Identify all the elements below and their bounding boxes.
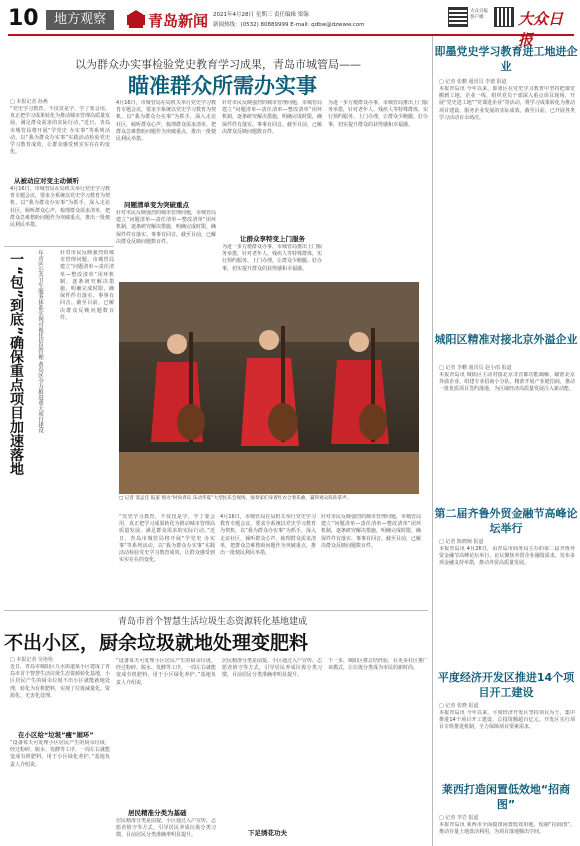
right-headline-3: 第二届齐鲁外贸金融节高峰论坛举行: [434, 507, 578, 535]
right-text-2: 本报青岛讯 城阳区主动对接北京非首都功能疏解，瞄准北京外溢企业，组建专业招商小分队，精准开展产业链招商，推动一批优质项目签约落地，为区域经济高质量发展注入新动能。: [439, 372, 575, 393]
right-text-4: 本报青岛讯 今年以来，平度经济开发区坚持项目为王，集中推进14个项目开工建设，总投资额超百亿元。开发区实行项目专班推进机制，全力保障项目要素需求。: [439, 710, 575, 731]
vertical-headline: 一“包”到底”确保重点项目加速落地: [8, 252, 24, 476]
lead-column-3: 针对市民反映强烈的城市管理问题，市城管局建立“问题清单—责任清单—整改清单”闭环机制，逐条研究解决措施，明确完成时限，确保件件有落实、事事有回音。截至目前，已解决群众反映问题数百件。: [222, 100, 322, 135]
divider: [4, 246, 114, 247]
date-line: 2021年4月28日 星期三 责任编辑 梁翰: [213, 12, 309, 18]
lead-column-1: “党史学习教育，不仅仅是学，学了要会用，真正把学习成果转化为推动城市管理高质量发展、满足群众需求的实际行动。”近日，青岛市城管局将开展“学党史 办实事”等系列活动，以“我为群众办实事”实践活动检验党史学习教育成效，让群众感受到实实在在的变化。: [10, 106, 110, 156]
right-headline-5: 莱西打造闲置低效地“招商图”: [441, 783, 571, 811]
lead-column-2: 4月16日，市城管局在局机关举行党史学习教育专题会议，要求全系统以党史学习教育为契机，以“我为群众办实事”为抓手，深入走访社区，倾听群众心声，梳理群众需求清单，把群众急难愁盼问题作为突破重点，推出一批便民利民举措。: [116, 100, 216, 143]
bottom-column-1b: “设备每天可处理小区居民产生的厨余垃圾，经过粉碎、脱水、发酵等工序，一周左右就能变成有机肥料，用于小区绿化养护。”基地负责人介绍说。: [10, 740, 110, 768]
right-byline-5: □ 记者 李岩 报道: [439, 815, 479, 821]
bottom-byline: □ 本报记者 吴艳艳: [10, 657, 53, 663]
page-header: [8, 4, 574, 49]
lower-column-1: “党史学习教育，不仅仅是学，学了要会用，真正把学习成果转化为推动城市管理高质量发展、满足群众需求的实际行动。”近日，青岛市城管局将开展“学党史 办实事”等系列活动，以“我为群众办实事”实践活动检验党史学习教育成效，让群众感受到实实在在的变化。: [119, 514, 215, 564]
right-byline-2: □ 记者 李鹏 通讯员 赵小雨 报道: [439, 365, 512, 371]
hotline: 新闻热线：(0532) 80889999 E-mail: qdbw@dzwww.com: [213, 22, 365, 28]
right-headline-1: 即墨党史学习教育进工地进企业: [434, 45, 578, 73]
bottom-column-1: 近日，青岛市城阳区九水街道某小区建成了青岛市首个智慧生活垃圾生态资源转化基地，小区居民产生的厨余垃圾不出小区就能就地处理，转化为有机肥料，实现了垃圾减量化、资源化、无害化处理。: [10, 664, 110, 699]
right-text-3: 本报青岛讯 4月26日，由青岛市商务局主办的第二届齐鲁外贸金融节高峰论坛举行，论坛聚焦外贸企业融资需求，发布多项金融支持举措，推动外贸高质量发展。: [439, 546, 575, 567]
lead-byline: □ 本报记者 孙燕: [10, 99, 48, 105]
brand-logo: 大众日报: [518, 10, 564, 49]
qr-label: 大众日报客户端: [470, 9, 488, 20]
right-text-5: 本报青岛讯 莱西市全面摸排闲置低效用地，绘制“招商图”，推动存量土地盘活利用，为项目落地腾出空间。: [439, 822, 575, 836]
right-text-1: 本报青岛讯 今年以来，即墨区在党史学习教育中坚持把课堂搬到工地、企业一线，组织党员干部深入重点项目现场，开展“党史进工地”“党课进企业”等活动，将学习成果转化为推动项目建设、服务企业发展的实际成效。截至目前，已开展各类学习活动百余场次。: [439, 86, 575, 121]
section-label: 地方观察: [46, 10, 114, 30]
bottom-column-2b: 居民精准分类是前提。小区通过入户宣传、志愿者值守等方式，引导居民养成垃圾分类习惯，目前居民分类准确率明显提升。: [116, 818, 216, 839]
paper-section-title: 青岛新闻: [148, 12, 209, 30]
lead-column-2b: 针对市民反映强烈的城市管理问题，市城管局建立“问题清单—责任清单—整改清单”闭环机制，逐条研究解决措施，明确完成时限，确保件件有落实、事事有回音。截至目前，已解决群众反映问题数百件。: [116, 210, 216, 245]
bottom-subhead-1: 在小区给“垃圾”瘦”闹环”: [18, 731, 94, 739]
qr-code-icon: [448, 7, 468, 27]
right-byline-3: □ 记者 陈晓婉 报道: [439, 539, 484, 545]
lead-subhead-3: 让群众享特变上门服务: [240, 235, 305, 243]
lower-column-2: 4月16日，市城管局在局机关举行党史学习教育专题会议，要求全系统以党史学习教育为契机，以“我为群众办实事”为抓手，深入走访社区，倾听群众心声，梳理群众需求清单，把群众急难愁盼问题作为突破重点，推出一批便民利民举措。: [220, 514, 316, 557]
page-number: 10: [8, 6, 39, 31]
qr-code-icon: [494, 7, 514, 27]
right-column: [432, 36, 578, 846]
bottom-subhead-3: 下足绣花功夫: [248, 829, 287, 837]
lead-column-1b: 4月16日，市城管局在局机关举行党史学习教育专题会议，要求全系统以党史学习教育为契机，以“我为群众办实事”为抓手，深入走访社区，倾听群众心声，梳理群众需求清单，把群众急难愁盼问题作为突破重点，推出一批便民利民举措。: [10, 186, 110, 229]
bottom-column-4: 下一步，城阳区将总结经验，在更多社区推广该模式，让垃圾分类成为市民的新时尚。: [328, 658, 428, 672]
lead-column-3b: 为进一步方便群众办事，市城管局推出上门服务举措，针对老年人、残疾人等特殊群体，实行预约服务、上门办理，让群众少跑腿、好办事，切实提升群众的获得感和幸福感。: [222, 244, 322, 272]
qingdao-emblem-icon: [126, 9, 146, 29]
vertical-article-body: 针对市民反映强烈的城市管理问题，市城管局建立“问题清单—责任清单—整改清单”闭环机制，逐条研究解决措施，明确完成时限，确保件件有落实、事事有回音。截至目前，已解决群众反映问题数百件。: [60, 250, 114, 321]
right-byline-1: □ 记者 张鹏 通讯员 李德 报道: [439, 79, 507, 85]
bottom-headline: 不出小区，厨余垃圾就地处理变肥料: [4, 632, 309, 654]
vertical-subheadline: 年市区公共卫生服务体系实现可视化信息管理 黄岛区全力推进重大项目建设: [37, 250, 43, 434]
lead-kicker: 以为群众办实事检验党史教育学习成果，青岛市城管局——: [75, 58, 361, 71]
bottom-kicker: 青岛市首个智慧生活垃圾生态资源转化基地建成: [118, 617, 308, 627]
divider: [4, 610, 428, 611]
lower-column-3: 针对市民反映强烈的城市管理问题，市城管局建立“问题清单—责任清单—整改清单”闭环机制，逐条研究解决措施，明确完成时限，确保件件有落实、事事有回音。截至目前，已解决群众反映问题数百件。: [321, 514, 421, 549]
lead-subhead-2: 问题清单变为突破重点: [124, 201, 189, 209]
photo-caption: □ 记者 窦孟佳 报道 图为“时尚青岛 乐动华夏”大型民乐会现场，演奏家们身着红衣合奏乐曲，赢得观众阵阵掌声。: [119, 496, 352, 501]
right-byline-4: □ 记者 张晓 报道: [439, 703, 479, 709]
bottom-column-2: “设备每天可处理小区居民产生的厨余垃圾，经过粉碎、脱水、发酵等工序，一周左右就能变成有机肥料，用于小区绿化养护。”基地负责人介绍说。: [116, 658, 216, 686]
bottom-subhead-2: 居民精准分类为基础: [128, 809, 187, 817]
right-headline-2: 城阳区精准对接北京外溢企业: [434, 333, 578, 346]
concert-photo: [119, 282, 419, 494]
bottom-column-3: 居民精准分类是前提。小区通过入户宣传、志愿者值守等方式，引导居民养成垃圾分类习惯，目前居民分类准确率明显提升。: [222, 658, 322, 679]
lead-subhead-1: 从被动应对变主动倾听: [14, 177, 79, 185]
right-headline-4: 平度经济开发区推进14个项目开工建设: [437, 671, 575, 699]
lead-column-4: 为进一步方便群众办事，市城管局推出上门服务举措，针对老年人、残疾人等特殊群体，实行预约服务、上门办理，让群众少跑腿、好办事，切实提升群众的获得感和幸福感。: [328, 100, 428, 128]
lead-headline: 瞄准群众所需办实事: [128, 74, 317, 98]
musicians-image: [119, 282, 419, 494]
